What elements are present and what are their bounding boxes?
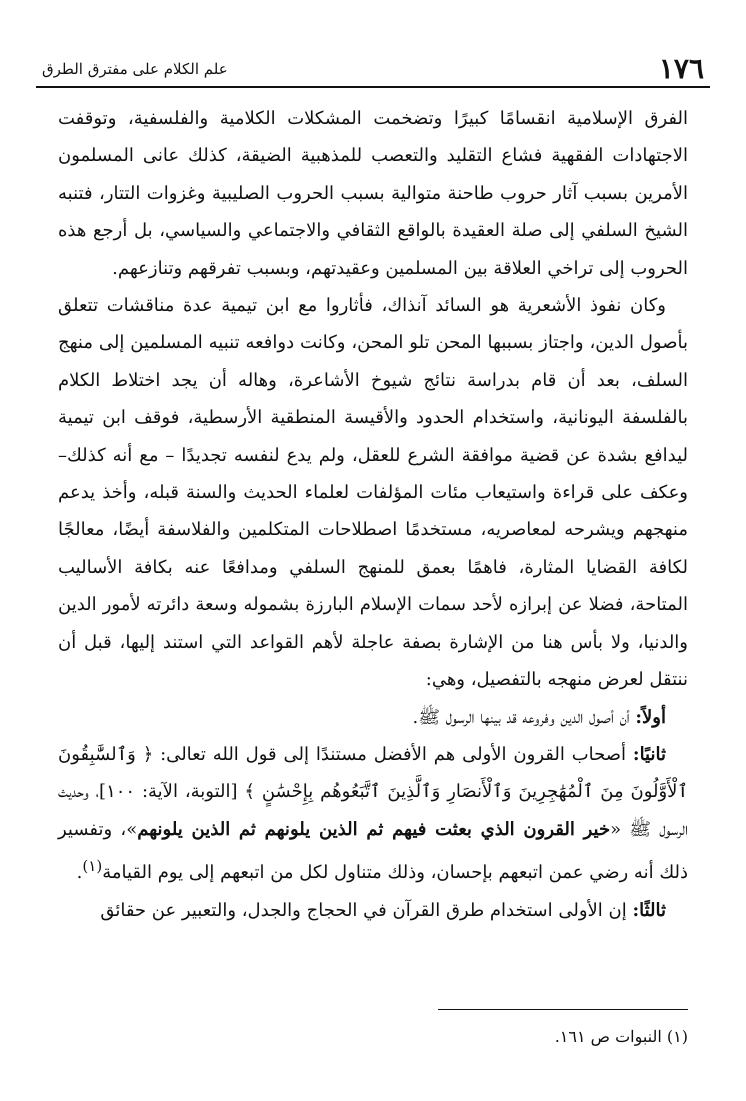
point-end: .: [76, 862, 83, 884]
footnote: (١) النبوات ص ١٦١.: [554, 1027, 688, 1046]
paragraph: [58, 892, 688, 929]
point-text: أصحاب القرون الأولى هم الأفضل مستندًا إلى قول الله تعالى: ﴿ وَٱلسَّٰبِقُونَ ٱلْأَوَّلُونَ مِنَ ٱلْمُهَٰجِرِينَ وَٱلْأَنصَارِ وَٱلَّذِينَ ٱتَّبَعُوهُم بِإِحْسَٰنٍ ﴾ [التوبة، الآية: ١٠٠]، وحديث الرسول ﷺ «: [58, 743, 688, 840]
body-text: [58, 100, 688, 929]
point-label: ثانيًا:: [632, 743, 666, 765]
point-text: »، وتفسير ذلك أنه رضي عمن اتبعهم بإحسان، وذلك متناول لكل من اتبعهم إلى يوم القيامة: [58, 818, 688, 884]
paragraph: وكان نفوذ الأشعرية هو السائد آنذاك، فأثاروا مع ابن تيمية عدة مناقشات تتعلق بأصول الدين، واجتاز بسببها المحن تلو المحن، وكانت دوافعه تنبيه المسلمين إلى منهج السلف، بعد أن قام بدراسة نتائج شيوخ الأشاعرة، وهاله أن يجد اختلاط الكلام بالفلسفة اليونانية، واستخدام الحدود والأقيسة المنطقية الأرسطية، فوقف ابن تيمية ليدافع بشدة عن قضية موافقة الشرع للعقل، ولم يدع لنفسه تجديدًا – مع أنه كذلك– وعكف على قراءة واستيعاب مئات المؤلفات لعلماء الحديث والسنة قبله، وأخذ يدعم منهجهم ويشرحه لمعاصريه، مستخدمًا اصطلاحات المتكلمين والفلاسفة أيضًا، معالجًا لكافة القضايا المثارة، فاهمًا بعمق للمنهج السلفي ومدافعًا عنه بكافة الأساليب المتاحة، فضلا عن إبرازه لأحد سمات الإسلام البارزة بشموله وسعة دائرته لأمور الدين والدنيا، ولا بأس هنا من الإشارة بصفة عاجلة لأهم القواعد التي استند إليها، قبل أن ننتقل لعرض منهجه بالتفصيل، وهي:: [58, 295, 688, 691]
point-text: أن أصول الدين وفروعه قد بينها الرسول ﷺ.: [412, 706, 636, 728]
point-text: إن الأولى استخدام طرق القرآن في الحجاج والجدل، والتعبير عن حقائق: [100, 899, 633, 921]
paragraph: الفرق الإسلامية انقسامًا كبيرًا وتضخمت المشكلات الكلامية والفلسفية، وتوقفت الاجتهادات الفقهية فشاع التقليد والتعصب للمذهبية الضيقة، كذلك عانى المسلمون الأمرين بسبب آثار حروب طاحنة متوالية بسبب الحروب الصليبية وغزوات التتار، فتنبه الشيخ السلفي إلى صلة العقيدة بالواقع الثقافي والاجتماعي والسياسي، بل أرجع هذه الحروب إلى تراخي العلاقة بين المسلمين وعقيدتهم، وبسبب تفرقهم وتنازعهم.: [58, 108, 688, 279]
footnote-marker[interactable]: (١): [82, 857, 103, 876]
point-label: ثالثًا:: [632, 899, 666, 921]
header-rule: [36, 86, 710, 88]
footnote-rule: [438, 1009, 688, 1010]
page-header: [36, 52, 710, 86]
paragraph: [58, 699, 688, 736]
page-number: ١٧٦: [658, 52, 704, 85]
paragraph: [58, 736, 688, 892]
point-label: أولاً:: [635, 706, 666, 728]
hadith-quote: خير القرون الذي بعثت فيهم ثم الذين يلونهم ثم الذين يلونهم: [137, 818, 611, 840]
running-title: علم الكلام على مفترق الطرق: [42, 60, 228, 78]
